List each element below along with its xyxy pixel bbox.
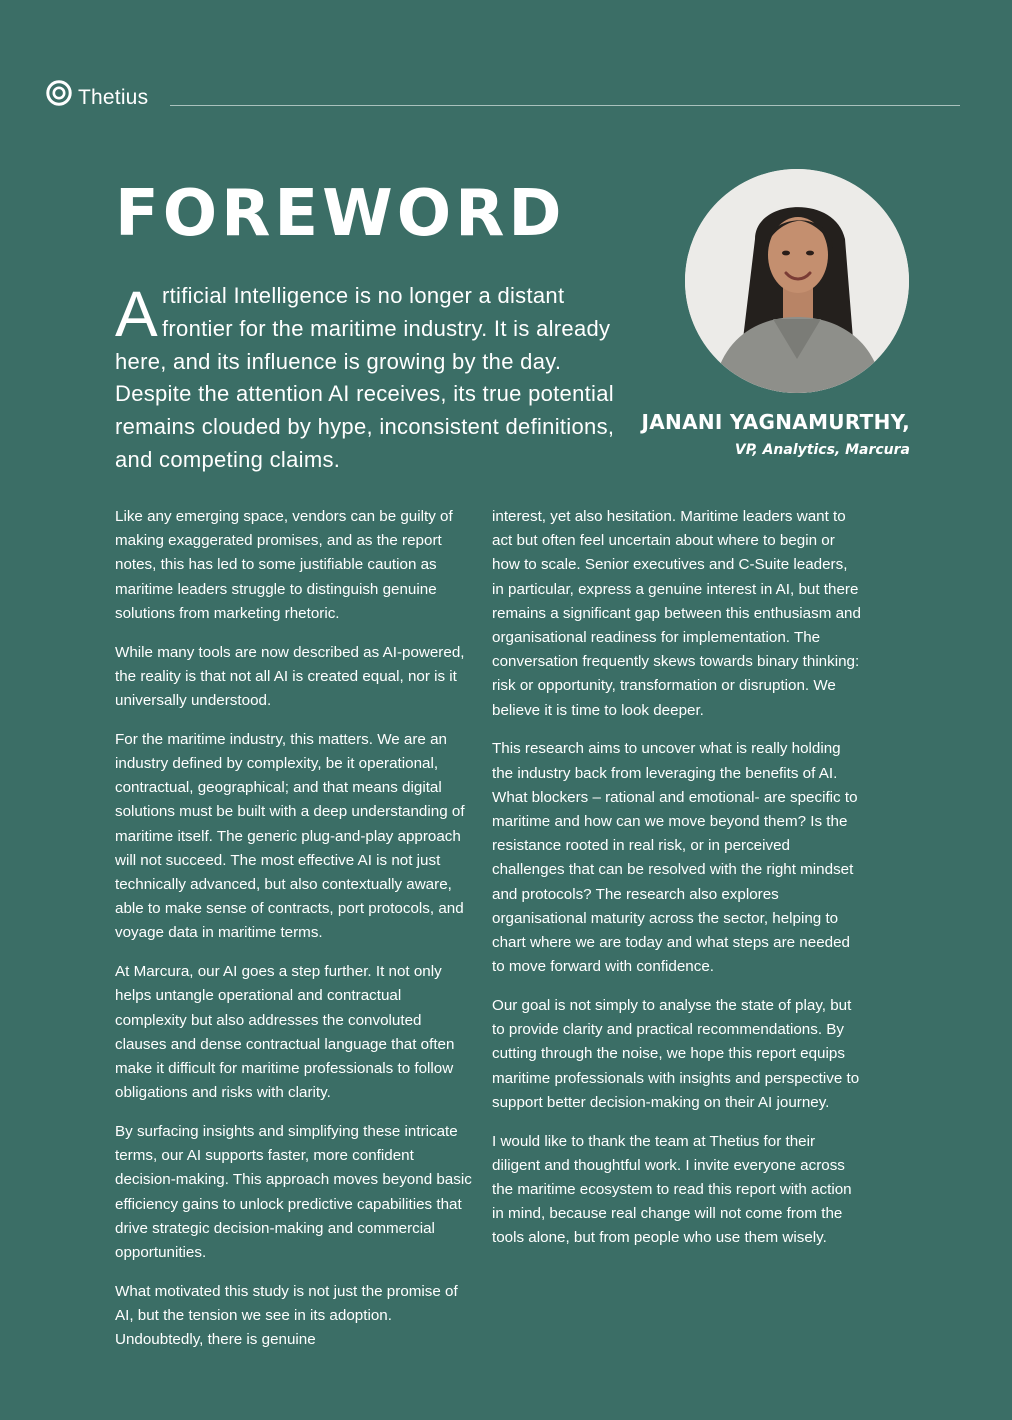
body-paragraph: What motivated this study is not just the promise of AI, but the tension we see in its adoption. Undoubtedly, there is genuine [115, 1282, 458, 1349]
intro-dropcap: A [115, 278, 158, 350]
page-header [46, 80, 960, 120]
body-paragraph: For the maritime industry, this matters. We are an industry defined by complexity, be it operational, contractual, geographical; and that means digital solutions must be built with a deep understanding of maritime itself. The generic plug-and-play approach will not succeed. The most effective AI is not just technically advanced, but also contextually aware, able to make sense of contracts, port protocols, and voyage data in maritime terms. [115, 730, 465, 942]
author-role: VP, Analytics, Marcura [734, 442, 910, 458]
portrait-illustration [685, 169, 909, 393]
brand-name: Thetius [78, 86, 149, 109]
body-paragraph: Our goal is not simply to analyse the state of play, but to provide clarity and practical recommendations. By cutting through the noise, we hope this report equips maritime professionals with insights and perspective to support better decision-making on their AI journey. [492, 997, 860, 1111]
body-column-right [492, 505, 862, 1265]
thetius-logo-icon [46, 80, 72, 106]
body-paragraph: At Marcura, our AI goes a step further. It not only helps untangle operational and contractual complexity but also addresses the convoluted clauses and dense contractual language that often make it difficult for maritime professionals to follow obligations and risks with clarity. [115, 963, 455, 1102]
body-paragraph: I would like to thank the team at Thetius for their diligent and thoughtful work. I invite everyone across the maritime ecosystem to read this report with action in mind, because real change will not come from the tools alone, but from people who use them wisely. [492, 1132, 852, 1247]
body-paragraph: interest, yet also hesitation. Maritime leaders want to act but often feel uncertain about where to begin or how to scale. Senior executives and C-Suite leaders, in particular, express a genuine interest in AI, but there remains a significant gap between this enthusiasm and organisational readiness for implementation. The conversation frequently skews towards binary thinking: risk or opportunity, transformation or disruption. We believe it is time to look deeper. [492, 508, 861, 719]
intro-text: rtificial Intelligence is no longer a distant frontier for the maritime industry. It is already here, and its influence is growing by the day. Despite the attention AI receives, its true potential remains clouded by hype, inconsistent definitions, and competing claims. [115, 283, 615, 472]
body-paragraph: Like any emerging space, vendors can be guilty of making exaggerated promises, and as the report notes, this has led to some justifiable caution as maritime leaders struggle to distinguish genuine solutions from marketing rhetoric. [115, 508, 453, 622]
body-paragraph: This research aims to uncover what is really holding the industry back from leveraging the benefits of AI. What blockers – rational and emotional- are specific to maritime and how can we move beyond them? Is the resistance rooted in real risk, or in perceived challenges that can be resolved with the right mindset and protocols? The research also explores organisational maturity across the sector, helping to chart where we are today and what steps are needed to move forward with confidence. [492, 740, 858, 976]
author-name: JANANI YAGNAMURTHY, [641, 410, 910, 434]
intro-paragraph [115, 280, 615, 477]
page-title: FOREWORD [115, 177, 566, 251]
body-column-left [115, 505, 477, 1367]
author-portrait [685, 169, 909, 393]
body-paragraph: While many tools are now described as AI-powered, the reality is that not all AI is created equal, nor is it universally understood. [115, 643, 465, 710]
body-paragraph: By surfacing insights and simplifying these intricate terms, our AI supports faster, more confident decision-making. This approach moves beyond basic efficiency gains to unlock predictive capabilities that drive strategic decision-making and commercial opportunities. [115, 1123, 472, 1262]
header-divider [170, 105, 960, 106]
